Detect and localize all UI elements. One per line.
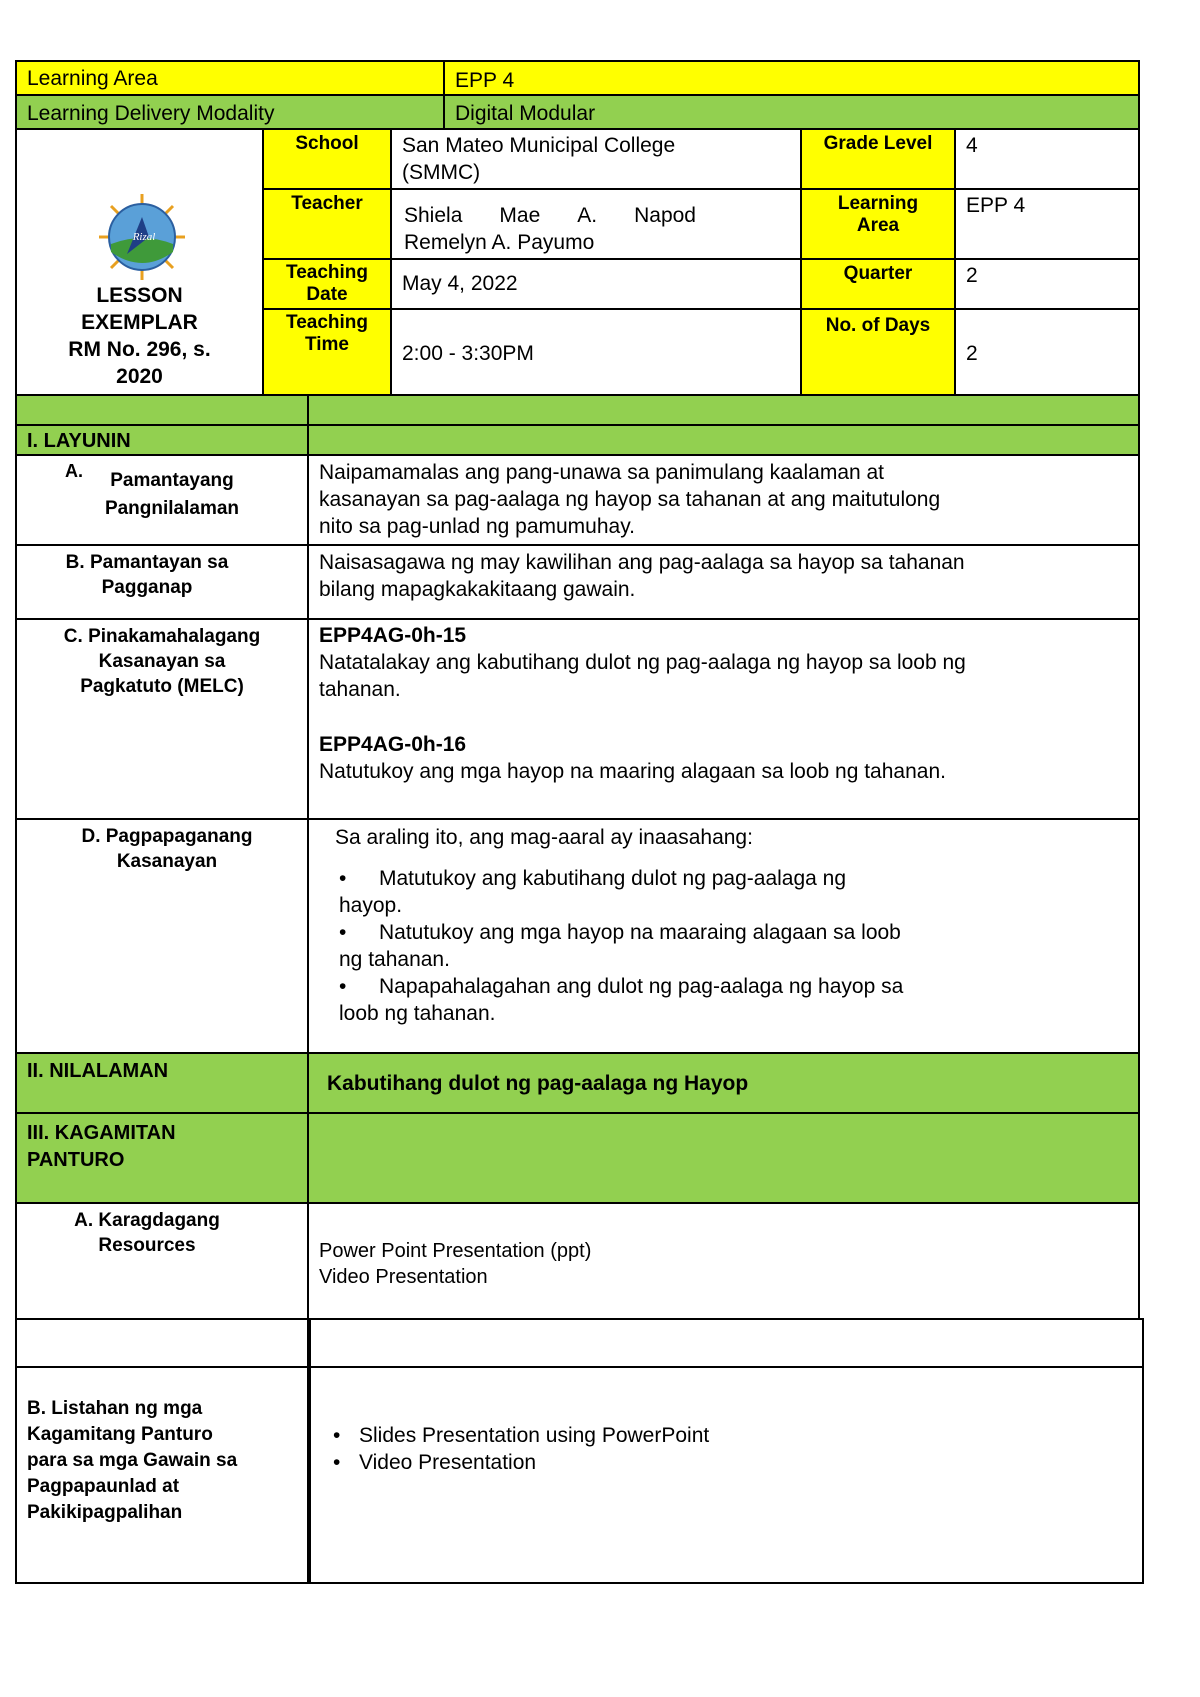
school-label: School (295, 133, 359, 154)
grade-label-cell (800, 128, 956, 190)
teaching-time-label-line2: Time (304, 334, 349, 355)
layunin-title-cell (15, 424, 309, 456)
kagamitan-title-right (307, 1112, 1140, 1204)
row-c-label-line1: C. Pinakamahalagang (63, 626, 261, 647)
teacher-value-cell (390, 188, 802, 260)
days-label-cell (800, 308, 956, 396)
resources-item-2: Video Presentation (319, 1266, 488, 1288)
teacher-label: Teacher (291, 193, 363, 214)
days-value-cell (954, 308, 1140, 396)
row-c-label-cell (15, 618, 309, 820)
quarter-value-cell (954, 258, 1140, 310)
learning-area-value-cell-2 (954, 188, 1140, 260)
row-d-bullet-2a: Natutukoy ang mga hayop na maaraing alagaan sa loob (379, 921, 901, 944)
resources-item-1: Power Point Presentation (ppt) (319, 1240, 592, 1262)
school-value-cell (390, 128, 802, 190)
row-a-text-2: kasanayan sa pag-aalaga ng hayop sa tahanan at ang maitutulong (319, 488, 941, 511)
learning-area-label-cell-2 (800, 188, 956, 260)
modality-value-cell (443, 94, 1140, 130)
listahan-label-cell (15, 1366, 309, 1584)
row-c-label-line3: Pagkatuto (MELC) (80, 676, 244, 697)
teaching-date-label-cell (262, 258, 392, 310)
listahan-prefix: B. (27, 1398, 46, 1419)
seal-text: Rizal (132, 231, 156, 243)
empty-row-left (15, 1318, 309, 1368)
teacher-name-1-first: Shiela (404, 204, 463, 227)
teaching-time-value-cell (390, 308, 802, 396)
grade-value: 4 (966, 134, 978, 157)
row-b-text-1: Naisasagawa ng may kawilihan ang pag-aalaga sa hayop sa tahanan (319, 551, 965, 574)
lesson-title-line4: 2020 (116, 365, 163, 388)
melc-text-1b: tahanan. (319, 678, 401, 701)
listahan-label-line3: para sa mga Gawain sa (27, 1450, 238, 1471)
row-d-label-line1: D. Pagpapaganang (81, 826, 253, 847)
learning-area-label-cell (15, 60, 445, 96)
listahan-item-1: • Slides Presentation using PowerPoint (325, 1422, 1142, 1449)
nilalaman-title-cell (15, 1052, 309, 1114)
melc-text-1a: Natatalakay ang kabutihang dulot ng pag-aalaga ng hayop sa loob ng (319, 651, 966, 674)
layunin-title-right (307, 424, 1140, 456)
kagamitan-title-cell (15, 1112, 309, 1204)
lesson-title-line3: RM No. 296, s. (68, 338, 211, 361)
learning-area-value-2: EPP 4 (966, 194, 1026, 217)
row-d-bullet-1a: Matutukoy ang kabutihang dulot ng pag-aalaga ng (379, 867, 847, 890)
resources-label-cell (15, 1202, 309, 1320)
row-a-text-3: nito sa pag-unlad ng pamumuhay. (319, 515, 635, 538)
days-label: No. of Days (825, 315, 931, 336)
layunin-title: I. LAYUNIN (27, 430, 131, 452)
teacher-name-1-middle: Mae (499, 204, 541, 227)
listahan-label-line1: Listahan ng mga (51, 1398, 203, 1419)
row-c-content-cell (307, 618, 1140, 820)
listahan-label-line5: Pakikipagpalihan (27, 1502, 183, 1523)
lesson-title-line2: EXEMPLAR (81, 311, 198, 334)
row-d-bullet-1b: hayop. (339, 894, 403, 917)
row-d-label-line2: Kasanayan (116, 851, 218, 872)
teaching-date-label-line2: Date (306, 284, 348, 305)
row-b-label-line1: B. Pamantayan sa (65, 552, 229, 573)
modality-label-cell (15, 94, 445, 130)
row-a-label-line2: Pangnilalaman (104, 498, 240, 519)
lesson-exemplar-cell (15, 128, 264, 396)
learning-area-label-2-line1: Learning (837, 193, 919, 214)
teaching-date-label-line1: Teaching (286, 262, 368, 283)
kagamitan-title-line2: PANTURO (27, 1149, 125, 1171)
row-d-label-cell (15, 818, 309, 1054)
resources-content-cell (307, 1202, 1140, 1320)
teacher-name-1-initial: A. (577, 204, 598, 227)
grade-value-cell (954, 128, 1140, 190)
quarter-label-cell (800, 258, 956, 310)
row-b-content-cell (307, 544, 1140, 620)
quarter-value: 2 (966, 264, 978, 287)
row-a-content-cell (307, 454, 1140, 546)
spacer-green-right (307, 394, 1140, 426)
row-a-prefix: A. (65, 461, 83, 481)
resources-label-line1: A. Karagdagang (74, 1210, 220, 1231)
days-value: 2 (966, 342, 978, 365)
listahan-label-line2: Kagamitang Panturo (27, 1424, 213, 1445)
listahan-item-2: • Video Presentation (325, 1449, 1142, 1476)
nilalaman-value-cell (307, 1052, 1140, 1114)
resources-label-line2: Resources (98, 1235, 196, 1256)
quarter-label: Quarter (843, 263, 913, 284)
teaching-date-value-cell (390, 258, 802, 310)
school-value-line1: San Mateo Municipal College (402, 134, 676, 157)
learning-area-label-2-line2: Area (856, 215, 900, 236)
learning-area-value-cell (443, 60, 1140, 96)
learning-area-label: Learning Area (27, 67, 158, 90)
listahan-content-cell (309, 1366, 1144, 1584)
school-label-cell (262, 128, 392, 190)
row-d-bullet-2b: ng tahanan. (339, 948, 450, 971)
row-d-bullet-3b: loob ng tahanan. (339, 1002, 496, 1025)
row-a-label-cell (15, 454, 309, 546)
modality-value: Digital Modular (455, 102, 596, 125)
teaching-time-label-line1: Teaching (286, 312, 368, 333)
row-d-bullet-3a: Napapahalagahan ang dulot ng pag-aalaga ng hayop sa (379, 975, 904, 998)
listahan-label-line4: Pagpapaunlad at (27, 1476, 180, 1497)
row-b-label-line2: Pagganap (101, 577, 193, 598)
row-b-text-2: bilang mapagkakakitaang gawain. (319, 578, 636, 601)
teaching-time-value: 2:00 - 3:30PM (402, 342, 534, 365)
rizal-seal-logo (97, 192, 187, 282)
melc-text-2: Natutukoy ang mga hayop na maaring alagaan sa loob ng tahanan. (319, 760, 946, 783)
spacer-green-left (15, 394, 309, 426)
empty-row-right (309, 1318, 1144, 1368)
row-d-content-cell: Sa araling ito, ang mag-aaral ay inaasahang: • Matutukoy ang kabutihang dulot ng pag-aalaga ng hayop. • Natutukoy ang mga hayop na maaraing alagaan sa loob ng tahanan. • Napapahalagahan ang dulot ng pag-aalaga ng hayop sa loob ng tahanan. (307, 818, 1140, 1054)
teacher-name-2: Remelyn A. Payumo (404, 231, 595, 254)
row-b-label-cell (15, 544, 309, 620)
melc-code-1: EPP4AG-0h-15 (319, 624, 467, 647)
melc-code-2: EPP4AG-0h-16 (319, 733, 467, 756)
nilalaman-value: Kabutihang dulot ng pag-aalaga ng Hayop (327, 1072, 749, 1095)
teacher-label-cell (262, 188, 392, 260)
teaching-time-label-cell (262, 308, 392, 396)
learning-area-value: EPP 4 (455, 69, 515, 92)
nilalaman-title: II. NILALAMAN (27, 1060, 169, 1082)
row-d-intro: Sa araling ito, ang mag-aaral ay inaasahang: (335, 826, 753, 849)
teaching-date-value: May 4, 2022 (402, 272, 518, 295)
kagamitan-title-line1: III. KAGAMITAN (27, 1122, 176, 1144)
row-a-label-line1: Pamantayang (110, 470, 234, 491)
school-value-line2: (SMMC) (402, 161, 481, 184)
grade-label: Grade Level (823, 133, 933, 154)
row-c-label-line2: Kasanayan sa (98, 651, 226, 672)
teacher-name-1-last: Napod (634, 204, 696, 227)
row-a-text-1: Naipamamalas ang pang-unawa sa panimulang kaalaman at (319, 461, 885, 484)
lesson-title-line1: LESSON (96, 284, 183, 307)
modality-label: Learning Delivery Modality (27, 102, 275, 125)
